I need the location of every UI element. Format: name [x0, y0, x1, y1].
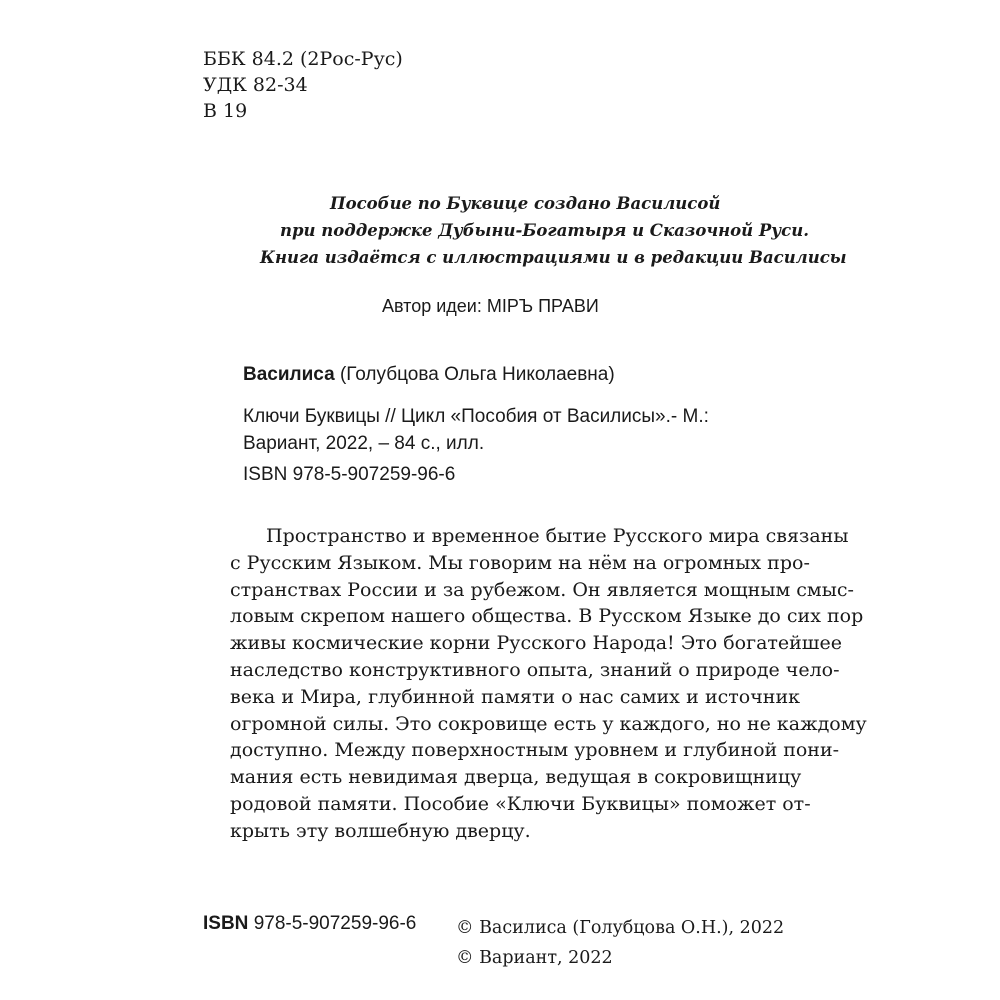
catalog-record	[243, 362, 803, 487]
catalog-author-name: Василиса	[243, 364, 335, 385]
abstract-line: крыть эту волшебную дверцу.	[230, 819, 531, 842]
catalog-author-full: (Голубцова Ольга Николаевна)	[339, 364, 615, 385]
abstract-line: огромной силы. Это сокровище есть у каждого, но не каждому	[230, 712, 867, 735]
abstract-line: века и Мира, глубинной памяти о нас самих и источник	[230, 685, 800, 708]
footer-isbn-label: ISBN	[203, 913, 249, 934]
bbk-code: ББК 84.2 (2Рос-Рус)	[203, 48, 403, 70]
abstract-line: наследство конструктивного опыта, знаний о природе чело-	[230, 658, 840, 681]
author-sign-code: В 19	[203, 100, 248, 122]
catalog-isbn: ISBN 978-5-907259-96-6	[243, 464, 456, 485]
footer-isbn	[203, 913, 416, 935]
abstract-line: с Русским Языком. Мы говорим на нём на огромных про-	[230, 551, 810, 574]
catalog-desc-line-2: Вариант, 2022, – 84 с., илл.	[243, 433, 485, 454]
abstract-line: ловым скрепом нашего общества. В Русском Языке до сих пор	[230, 605, 864, 628]
catalog-description	[243, 403, 803, 457]
footer-isbn-number: 978-5-907259-96-6	[253, 913, 417, 934]
catalog-author-line	[243, 362, 803, 387]
catalog-desc-line-1: Ключи Буквицы // Цикл «Пособия от Василисы».- М.:	[243, 406, 709, 427]
copyright-author: © Василиса (Голубцова О.Н.), 2022	[456, 918, 785, 938]
copyright-block	[456, 913, 784, 973]
udk-code: УДК 82-34	[203, 74, 308, 96]
abstract-paragraph	[230, 523, 867, 845]
abstract-line: странствах России и за рубежом. Он является мощным смыс-	[230, 578, 854, 601]
abstract-line: Пространство и временное бытие Русского мира связаны	[266, 525, 849, 547]
credits-line-2: при поддержке Дубыни-Богатыря и Сказочной Руси.	[280, 221, 809, 240]
copyright-publisher: © Вариант, 2022	[456, 948, 613, 968]
credits-block	[240, 190, 847, 271]
credits-line-1: Пособие по Буквице создано Василисой	[330, 194, 721, 213]
abstract-line: родовой памяти. Пособие «Ключи Буквицы» поможет от-	[230, 792, 811, 815]
idea-author: Автор идеи: МIРЪ ПРАВИ	[382, 296, 599, 316]
abstract-line: мания есть невидимая дверца, ведущая в сокровищницу	[230, 766, 802, 789]
abstract-line: доступно. Между поверхностным уровнем и глубиной пони-	[230, 739, 840, 762]
credits-line-3: Книга издаётся с иллюстрациями и в редакции Василисы	[260, 248, 847, 267]
classification-codes	[203, 46, 403, 124]
abstract-line: живы космические корни Русского Народа! Это богатейшее	[230, 632, 842, 655]
